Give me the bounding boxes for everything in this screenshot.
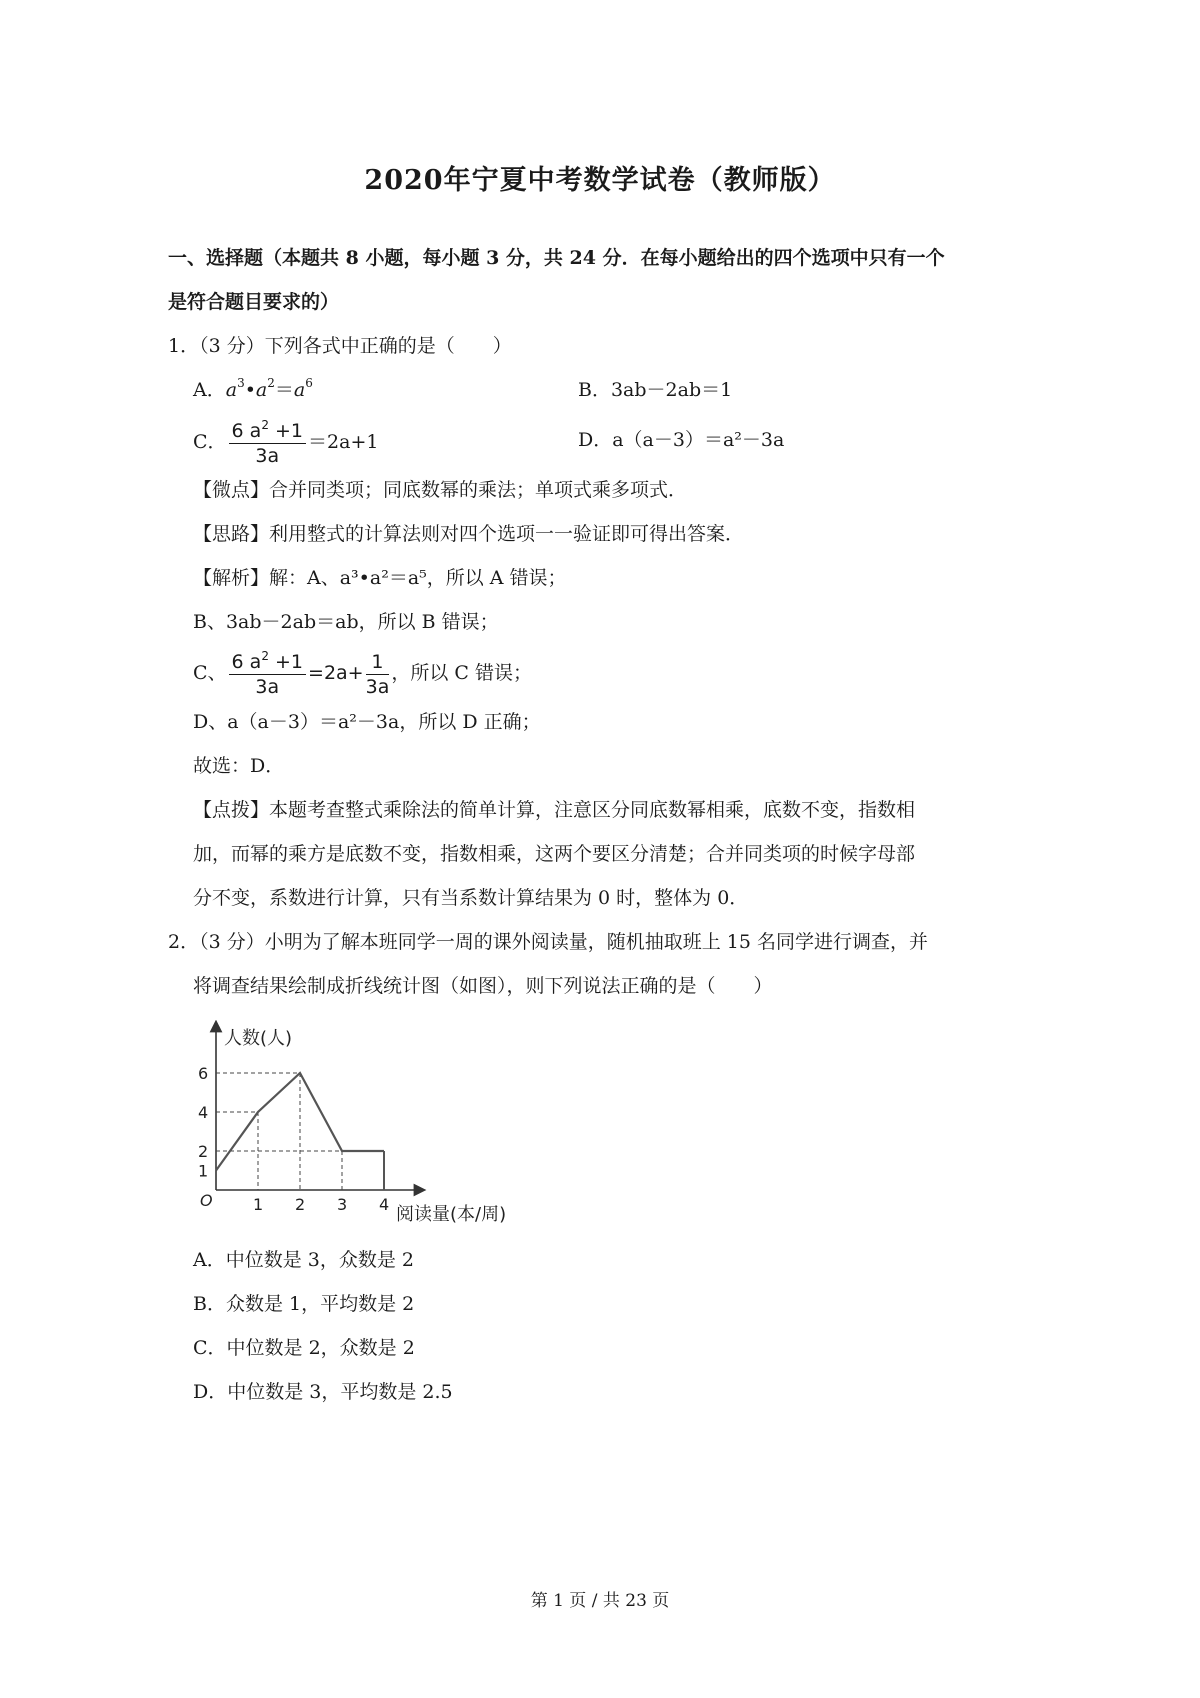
q2-option-b: B．众数是 1，平均数是 2 [193, 1293, 415, 1315]
q1-weidian: 【微点】合并同类项；同底数幂的乘法；单项式乘多项式． [193, 479, 688, 501]
y-axis-label: 人数(人) [224, 1028, 293, 1049]
q2-option-a: A．中位数是 3，众数是 2 [193, 1249, 414, 1271]
q1-jiexi-a: 【解析】解：A、a³•a²＝a⁵，所以 A 错误； [193, 567, 567, 589]
x-axis-label: 阅读量(本/周) [396, 1204, 507, 1225]
q1-option-c-fraction [229, 417, 306, 467]
q1-jiexi-c-tail: ，所以 C 错误； [391, 662, 532, 684]
q2-option-d: D．中位数是 3，平均数是 2.5 [193, 1381, 453, 1403]
q1-dianbo-line3: 分不变，系数进行计算，只有当系数计算结果为 0 时，整体为 0． [193, 887, 749, 909]
q1-option-c-label: C． [193, 431, 227, 453]
q2-option-c: C．中位数是 2，众数是 2 [193, 1337, 415, 1359]
origin-label: O [200, 1191, 213, 1210]
x-tick-label: 3 [337, 1195, 348, 1214]
x-tick-label: 1 [253, 1195, 264, 1214]
q1-option-c-rhs: ＝2a+1 [308, 431, 379, 453]
q1-dianbo-line2: 加，而幂的乘方是底数不变，指数相乘，这两个要区分清楚；合并同类项的时候字母部 [193, 843, 916, 865]
x-tick-label: 2 [295, 1195, 306, 1214]
x-tick-label: 4 [379, 1195, 390, 1214]
q2-stem-line1: 2．（3 分）小明为了解本班同学一周的课外阅读量，随机抽取班上 15 名同学进行调查，并 [168, 931, 928, 953]
q1-option-a-label: A． [193, 379, 226, 401]
section-heading-line2: 是符合题目要求的） [168, 291, 340, 313]
q1-jiexi-d: D、a（a－3）＝a²－3a，所以 D 正确； [193, 711, 541, 733]
page-footer: 第 1 页 / 共 23 页 [530, 1591, 670, 1611]
section-heading-line1: 一、选择题（本题共 8 小题，每小题 3 分，共 24 分．在每小题给出的四个选项中只有一个 [168, 247, 945, 269]
y-tick-label: 4 [198, 1103, 209, 1122]
q1-jiexi-c: C、 $\frac{6 a^2 +1}{3a}$ =2a+ $\frac{1}{3a}$ ，所以 C 错误； [193, 648, 532, 698]
q1-option-c-numerator: 6 $a^2 +1$ [229, 420, 306, 444]
q1-dianbo-line1: 【点拨】本题考查整式乘除法的简单计算，注意区分同底数幂相乘，底数不变，指数相 [193, 799, 916, 821]
q1-answer: 故选：D． [193, 755, 285, 777]
q1-jiexi-c-fraction: $\frac{6 a^2 +1}{3a}$ [229, 651, 306, 698]
q1-jiexi-b: B、3ab－2ab＝ab，所以 B 错误； [193, 611, 499, 633]
y-tick-label: 2 [198, 1142, 209, 1161]
q1-option-d: D．a（a－3）＝a²－3a [578, 429, 785, 451]
q1-option-c-denominator: 3a [255, 444, 280, 467]
y-tick-label: 6 [198, 1064, 209, 1083]
q1-option-c [193, 417, 378, 467]
q1-jiexi-c-fraction-2: $\frac{1}{3a}$ [365, 650, 390, 698]
q2-stem-line2: 将调查结果绘制成折线统计图（如图），则下列说法正确的是（ ） [193, 975, 773, 997]
q1-stem: 1．（3 分）下列各式中正确的是（ ） [168, 335, 512, 357]
y-tick-label: 1 [198, 1161, 209, 1181]
page-title: 2020年宁夏中考数学试卷（教师版） [364, 165, 836, 196]
q1-option-a: A．$a^3•a^2=a^6$ [193, 376, 313, 401]
q1-silu: 【思路】利用整式的计算法则对四个选项一一验证即可得出答案． [193, 523, 745, 545]
reading-line-chart [190, 1020, 530, 1240]
q1-option-b: B．3ab－2ab＝1 [578, 379, 733, 401]
q1-jiexi-c-label: C、 [193, 662, 227, 684]
